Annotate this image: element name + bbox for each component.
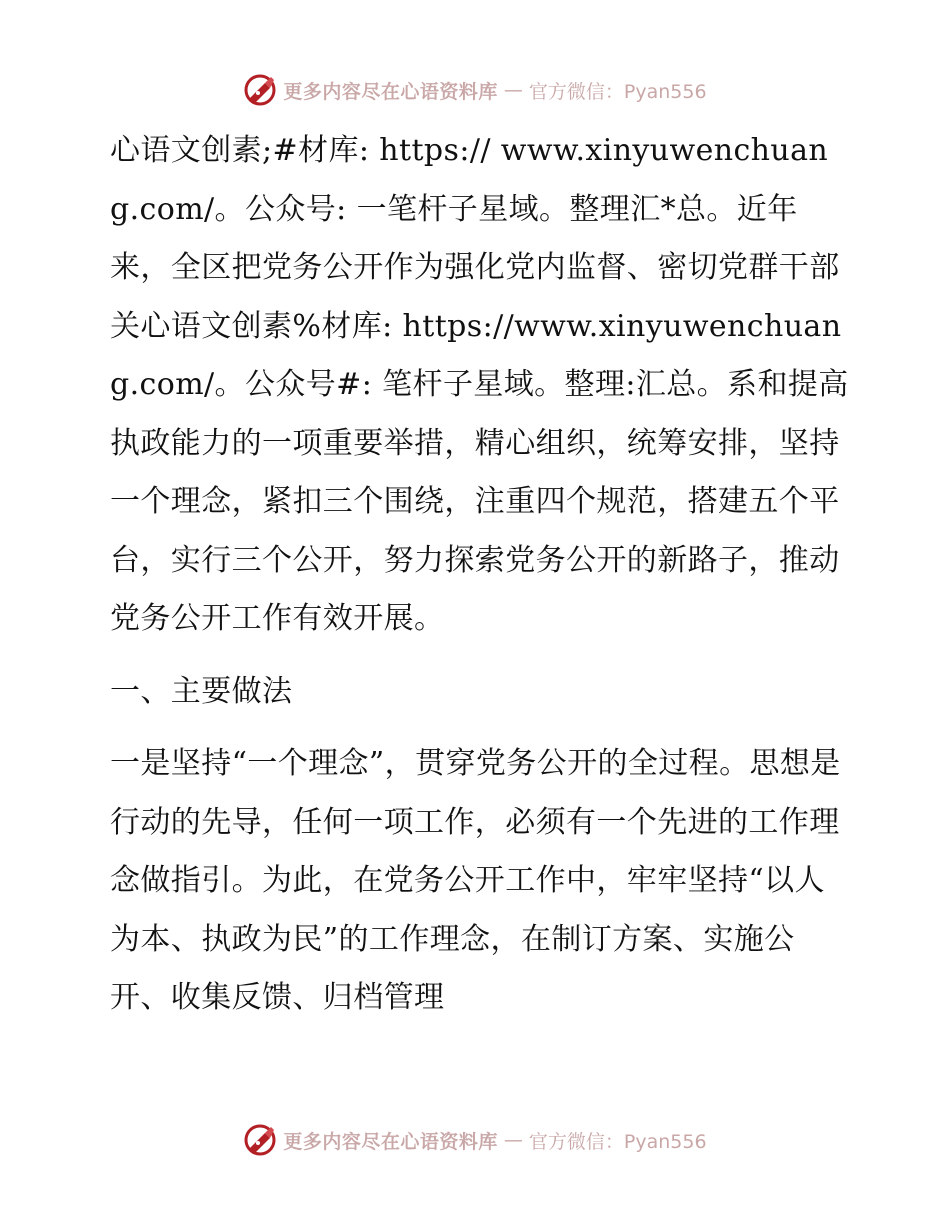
header-banner xyxy=(0,70,950,110)
paragraph-first-point: 一是坚持“一个理念”，贯穿党务公开的全过程。思想是行动的先导，任何一项工作，必须有一个先进的工作理念做指引。为此，在党务公开工作中，牢牢坚持“以人为本、执政为民”的工作理念，在制订方案、实施公开、收集反馈、归档管理 xyxy=(110,746,841,1015)
footer-banner xyxy=(0,1120,950,1160)
banner-wechat: 官方微信：Pyan556 xyxy=(528,80,707,103)
banner-separator: — xyxy=(503,79,523,101)
banner-title: 更多内容尽在心语资料库 xyxy=(283,1130,498,1153)
pen-nib-logo-icon xyxy=(243,73,277,107)
banner-title: 更多内容尽在心语资料库 xyxy=(283,80,498,103)
banner-separator: — xyxy=(503,1129,523,1151)
paragraph-intro: 心语文创素;#材库: https:// www.xinyuwenchuang.com/。公众号: 一笔杆子星域。整理汇*总。近年来，全区把党务公开作为强化党内监督、密切党群干部关心语文创素%材库: https://www.xinyuwenchuang.com/。公众号#: 笔杆子星域。整理:汇总。系和提高执政能力的一项重要举措，精心组织，统筹安排，坚持一个理念，紧扣三个围绕，注重四个规范，搭建五个平台，实行三个公开，努力探索党务公开的新路子，推动党务公开工作有效开展。 xyxy=(110,133,849,636)
banner-wechat: 官方微信：Pyan556 xyxy=(528,1130,707,1153)
section-heading: 一、主要做法 xyxy=(110,673,293,709)
pen-nib-logo-icon xyxy=(243,1123,277,1157)
document-body xyxy=(98,122,850,1028)
